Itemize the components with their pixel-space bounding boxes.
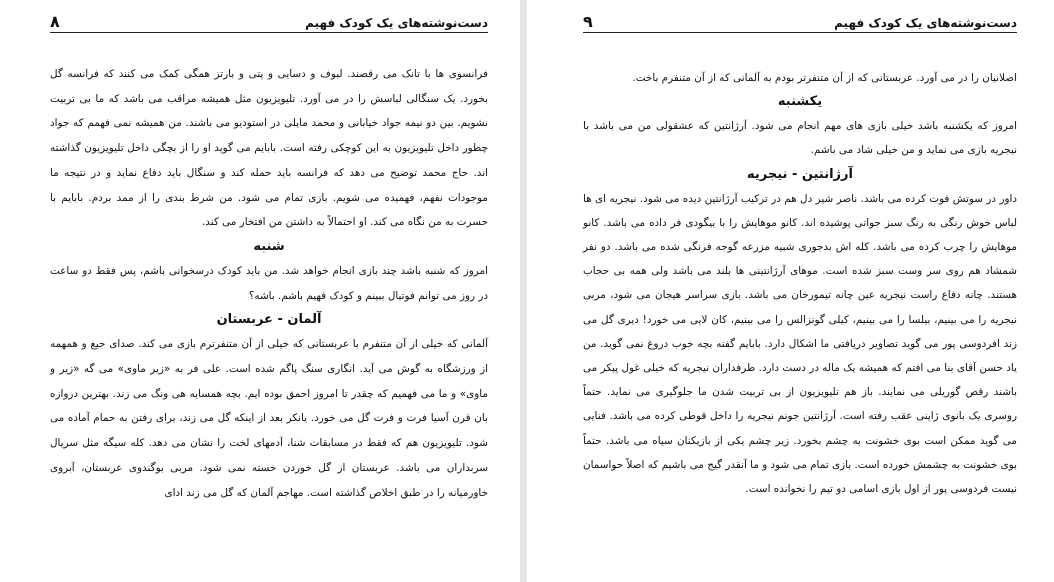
paragraph: امروز که شنبه باشد چند بازی انجام خواهد شد. من باید کودک درسخوانی باشم، پس فقط دو ساعت در روز می توانم فوتبال ببینم و کودک فهیم باشم. باشه؟ — [50, 264, 488, 302]
left-page-body — [50, 62, 488, 505]
section-heading: شنبه — [253, 238, 285, 254]
paragraph: فرانسوی ها با تانک می رقصند. لبوف و دسایی و پتی و بارتز همگی کمک می کنند که فرانسه گل بخورد. یک سنگالی لباسش را در می آورد. تلیویزیون مثل همیشه مراقب می باشد که ما بی تربیت نشویم. بین دو نیمه جواد خیابانی و محمد مایلی در استودیو می باشند. من همیشه نمی فهمم که جواد چطور داخل تلیویزیون به این کوچکی رفته است. بابایم می گوید او را از بچگی داخل تلیویزیون گذاشته اند. حاج محمد توضیح می دهد که فرانسه باید حمله کند و سنگال باید دفاع نماید و در نتیجه ما موجودات نفهم، فهمیده می شویم. بازی تمام می شود. من شرط بندی را از ممد بردم. بابایم با حسرت به من نگاه می کند. او احتمالاً به داشتن من افتخار می کند. — [50, 68, 488, 229]
left-page-header-title: دست‌نوشته‌های یک کودک فهیم — [305, 16, 488, 30]
paragraph: امروز که یکشنبه باشد خیلی بازی های مهم انجام می شود. آرژانتین که عشقولی من می باشد با نیجریه بازی می نماید و من خیلی شاد می باشم. — [583, 120, 1017, 157]
paragraph: اصلانیان را در می آورد. عربستانی که از آن متنفرتر بودم به آلمانی که از آن متنفرم باخت. — [632, 72, 1017, 84]
paragraph: آلمانی که خیلی از آن متنفرم با عربستانی که خیلی از آن متنفرترم بازی می کند. صدای جیغ و همهمه از ورزشگاه به گوش می آید. انگاری سنگ پاگم شده است. علی فر به «زیر ماوی» می گه «زیر و ماوی» و ما می فهمیم که چقدر تا امروز احمق بوده ایم. بچه همسایه هی ونگ می زند. بهترین دروازه بان قرن آسیا فرت و فرت گل می خورد. یانکر بعد از اینکه گل می زند، برای رفتن به حمام آماده می شود. تلیویزیون هم که فقط در مسابقات شنا، آدمهای لخت را نشان می دهد. کله سیگه مثل سریال سربداران می باشد. عربستان از گل خوردن خسته نمی شود. مربی بوگندوی عربستان، آبروی خاورمیانه را در طبق اخلاص گذاشته است. مهاجم آلمان که گل می زند ادای — [50, 338, 488, 499]
section-heading: آرژانتین - نیجریه — [747, 166, 853, 182]
right-page-body — [583, 66, 1017, 501]
paragraph: داور در سوتش فوت کرده می باشد. ناصر شیر دل هم در ترکیب آرژانتین دیده می شود. نیجریه ای ها لباس خوش رنگی به رنگ سبز جواتی پوشیده اند. کانو موهایش را با بیگودی فر داده می باشد. کانو موهایش را چرب کرده می باشد. کله اش بدجوری شبیه مزرعه گوجه فرنگی شده می باشد. دو نفر شمشاد هم روی سر وست سبز شده است. موهای آرژانتینی ها بلند می باشد ولی همه بی حجاب هستند. چانه دفاع راست نیجریه عین چانه تیمورخان می باشد. بازی سراسر هیجان می شود، مربی نیجریه را می بینیم، بیلسا را می بینیم، کیلی گونزالس را می بینیم، کان لایی می خورد! دیری گل می زند افردوسی پور می گوید تصاویر دریافتی ما اشکال دارد. بابایم گفته بچه خوب دروغ نمی گوید. من یاد حسن آقای بنا می افتم که همیشه یک ماله در دست دارد. طرفداران نیجریه که خیلی غول پیکر می باشند رقص گوریلی می نمایند. باز هم تلیویزیون از بی تربیت شدن ما جلوگیری می نماید. حتماً روسری یک بانوی ژاپنی عقب رفته است. آرژانتین جونم نیجریه را داخل قوطی کرده می باشد. فنایی می گوید ممکن است بوی خشونت به چشم بخورد. زیر چشم یکی از بازیکنان سیاه می باشد. حتماً بوی خشونت به چشمش خورده است. بازی تمام می شود و ما آنقدر گیج می باشیم که اصلاً حواسمان نیست فردوسی پور از اول بازی اسامی دو تیم را نخوانده است. — [583, 192, 1017, 496]
right-page — [527, 0, 1037, 582]
left-page-number: ۸ — [50, 12, 60, 31]
right-page-number: ۹ — [583, 12, 593, 31]
right-page-header — [583, 10, 1017, 33]
left-page — [0, 0, 510, 582]
book-gutter — [520, 0, 527, 582]
section-heading: یکشنبه — [777, 94, 823, 110]
left-page-header — [50, 10, 488, 33]
section-heading: آلمان - عربستان — [216, 312, 322, 328]
right-page-header-title: دست‌نوشته‌های یک کودک فهیم — [834, 16, 1017, 30]
